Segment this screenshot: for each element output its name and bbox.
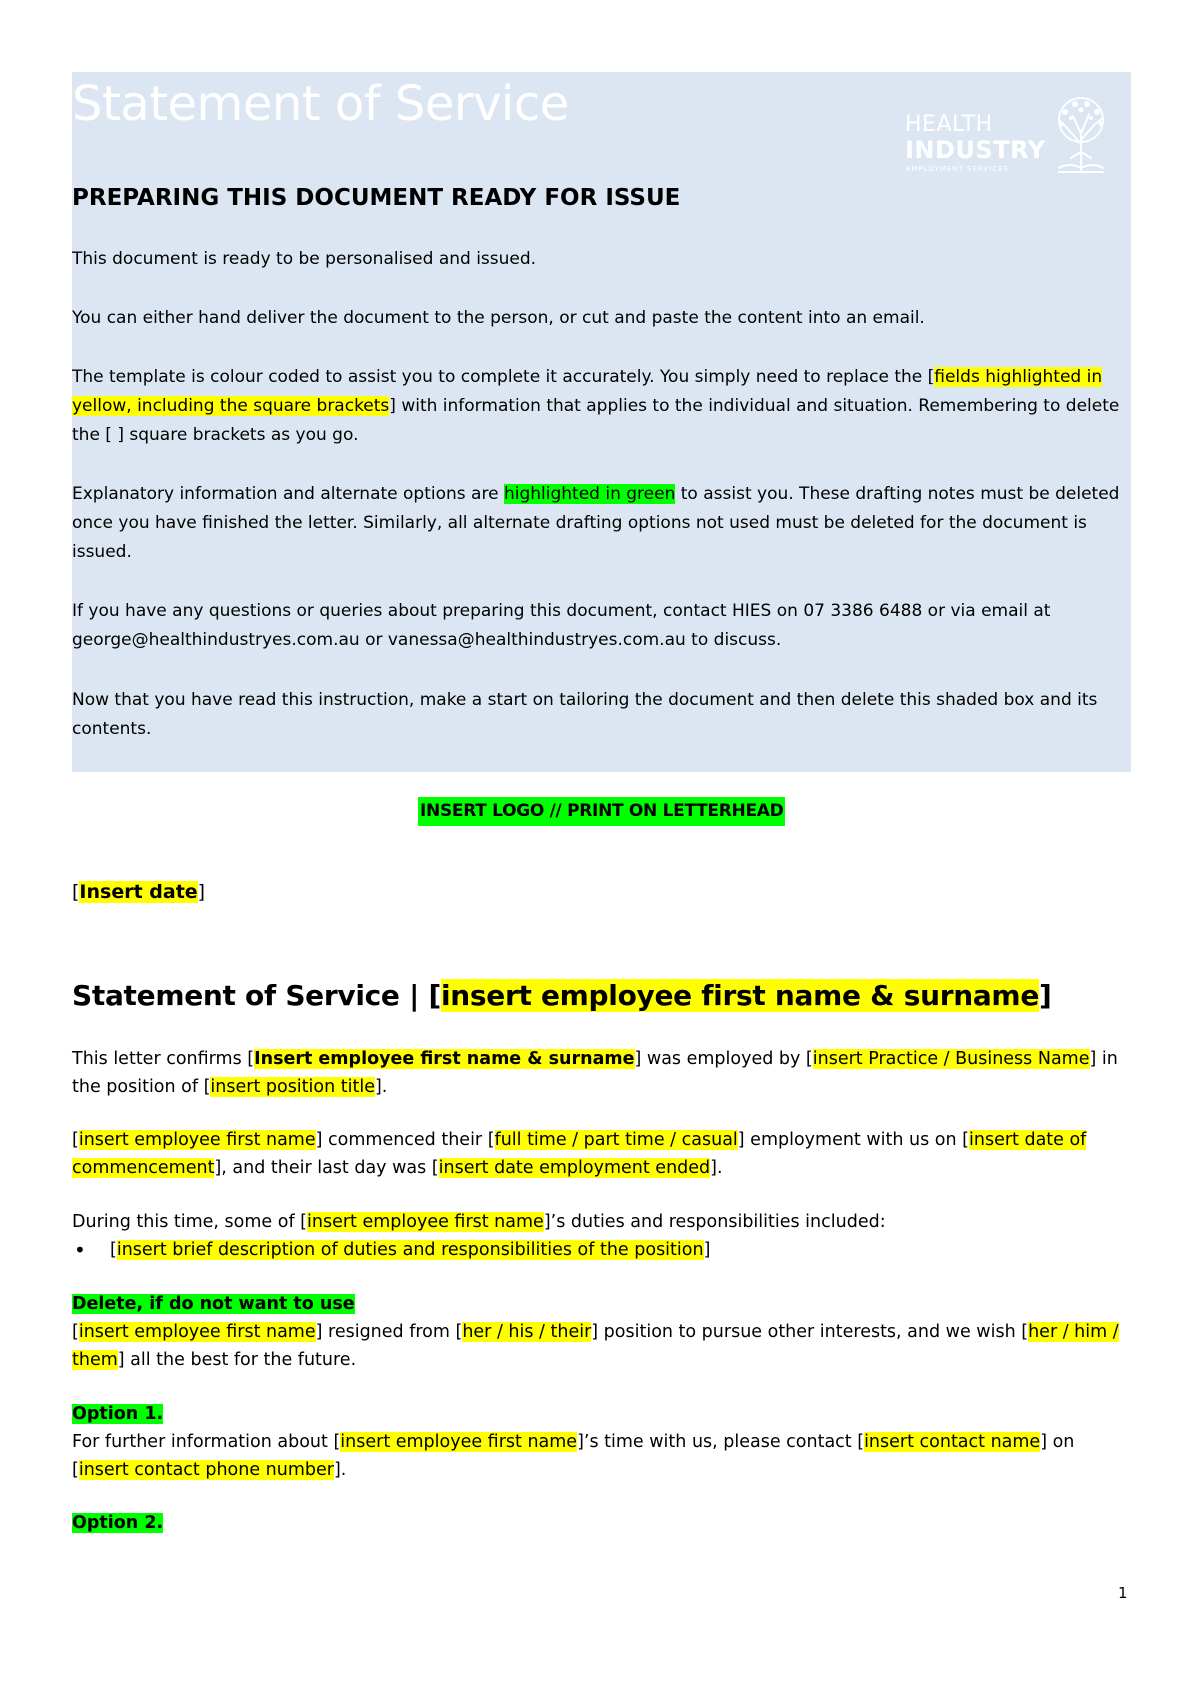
statement-heading-suffix: ]	[1039, 979, 1052, 1012]
body-text: [	[110, 1240, 117, 1260]
logo-subtitle-text: EMPLOYMENT SERVICES	[906, 165, 1009, 173]
health-industry-logo	[905, 92, 1115, 178]
employee-name-field: insert employee first name & surname	[440, 979, 1040, 1012]
resignation-paragraph	[72, 1318, 1128, 1374]
option-1-label: Option 1.	[72, 1404, 164, 1424]
body-text: ]’s time with us, please contact [	[577, 1432, 865, 1452]
date-line: [Insert date]	[72, 881, 206, 903]
body-text: ] in the position of [	[72, 1049, 1118, 1097]
instruction-paragraph-5: If you have any questions or queries about preparing this document, contact HIES on 07 3386 6488 or via email at george@healthindustryes.com.au or vanessa@healthindustryes.com.au to discuss.	[72, 601, 1051, 650]
body-text: ]	[703, 1240, 711, 1260]
employment-dates-paragraph	[72, 1126, 1128, 1182]
instruction-text: to assist you. These drafting notes must be deleted once you have finished the letter. Similarly, all alternate drafting options not used must be deleted for the document is issued.	[72, 484, 1120, 562]
instruction-paragraph-3	[72, 363, 1128, 450]
tree-icon	[1047, 92, 1115, 176]
body-text: This letter confirms [	[72, 1049, 255, 1069]
duties-description-field: insert brief description of duties and responsibilities of the position	[116, 1240, 704, 1260]
option-1-section	[72, 1400, 1128, 1484]
employee-first-name-field: insert employee first name	[340, 1432, 578, 1452]
date-field: Insert date	[79, 881, 198, 903]
business-name-field: insert Practice / Business Name	[812, 1049, 1090, 1069]
body-text: ] all the best for the future.	[117, 1350, 357, 1370]
body-text: ].	[333, 1460, 347, 1480]
option-2-section	[72, 1509, 1128, 1537]
pronoun-field: her / his / their	[462, 1322, 592, 1342]
instruction-text: The template is colour coded to assist you to complete it accurately. You simply need to replace the [	[72, 367, 935, 387]
logo-health-text: HEALTH	[905, 112, 993, 137]
body-text: ] resigned from [	[315, 1322, 463, 1342]
instruction-text: Explanatory information and alternate options are	[72, 484, 504, 504]
yellow-highlight-example: fields highlighted in yellow, including the square brackets	[72, 367, 1103, 416]
position-title-field: insert position title	[210, 1077, 375, 1097]
letterhead-placeholder: INSERT LOGO // PRINT ON LETTERHEAD	[418, 797, 785, 826]
confirmation-paragraph	[72, 1045, 1128, 1101]
end-date-field: insert date employment ended	[438, 1158, 711, 1178]
option-2-label: Option 2.	[72, 1513, 164, 1533]
statement-heading	[72, 978, 1052, 1014]
body-text: ] commenced their [	[315, 1130, 495, 1150]
body-text: ].	[374, 1077, 388, 1097]
resignation-section	[72, 1290, 1128, 1374]
body-text: ] position to pursue other interests, and we wish [	[591, 1322, 1029, 1342]
instruction-text: ] with information that applies to the individual and situation. Remembering to delete the [ ] square brackets as you go.	[72, 396, 1120, 445]
employee-first-name-field: insert employee first name	[307, 1212, 544, 1232]
contact-phone-field: insert contact phone number	[78, 1460, 334, 1480]
body-text: ], and their last day was [	[214, 1158, 439, 1178]
page-number: 1	[1118, 1584, 1128, 1602]
contact-paragraph	[72, 1428, 1128, 1484]
body-text: ].	[710, 1158, 723, 1178]
employment-type-field: full time / part time / casual	[494, 1130, 738, 1150]
duties-section	[72, 1208, 1128, 1264]
employee-first-name-field: insert employee first name	[78, 1130, 316, 1150]
employee-name-field: Insert employee first name & surname	[254, 1049, 635, 1069]
body-text: ] was employed by [	[634, 1049, 813, 1069]
body-text: ] employment with us on [	[737, 1130, 969, 1150]
body-text: [	[72, 1130, 79, 1150]
instruction-paragraph-6: Now that you have read this instruction, make a start on tailoring the document and then delete this shaded box and its contents.	[72, 690, 1098, 739]
instruction-paragraph-1: This document is ready to be personalised and issued.	[72, 249, 537, 269]
instruction-paragraph-4	[72, 480, 1128, 567]
instruction-paragraph-2: You can either hand deliver the document to the person, or cut and paste the content into an email.	[72, 308, 925, 328]
pronoun-object-field: her / him / them	[72, 1322, 1119, 1370]
contact-name-field: insert contact name	[864, 1432, 1041, 1452]
employee-first-name-field: insert employee first name	[78, 1322, 316, 1342]
body-text: ]’s duties and responsibilities included:	[543, 1212, 886, 1232]
body-text: [	[72, 1322, 79, 1342]
green-highlight-example: highlighted in green	[503, 484, 676, 504]
body-text: For further information about [	[72, 1432, 341, 1452]
logo-industry-text: INDUSTRY	[905, 136, 1046, 164]
delete-note: Delete, if do not want to use	[72, 1294, 355, 1314]
duties-list	[72, 1236, 1128, 1264]
duties-intro	[72, 1208, 1128, 1236]
list-item	[72, 1236, 1128, 1264]
instruction-heading: PREPARING THIS DOCUMENT READY FOR ISSUE	[72, 185, 681, 211]
statement-heading-prefix: Statement of Service | [	[72, 979, 441, 1012]
body-text: During this time, some of [	[72, 1212, 308, 1232]
commencement-date-field: insert date of commencement	[72, 1130, 1087, 1178]
document-title: Statement of Service	[72, 76, 569, 132]
body-text: ] on [	[72, 1432, 1075, 1480]
